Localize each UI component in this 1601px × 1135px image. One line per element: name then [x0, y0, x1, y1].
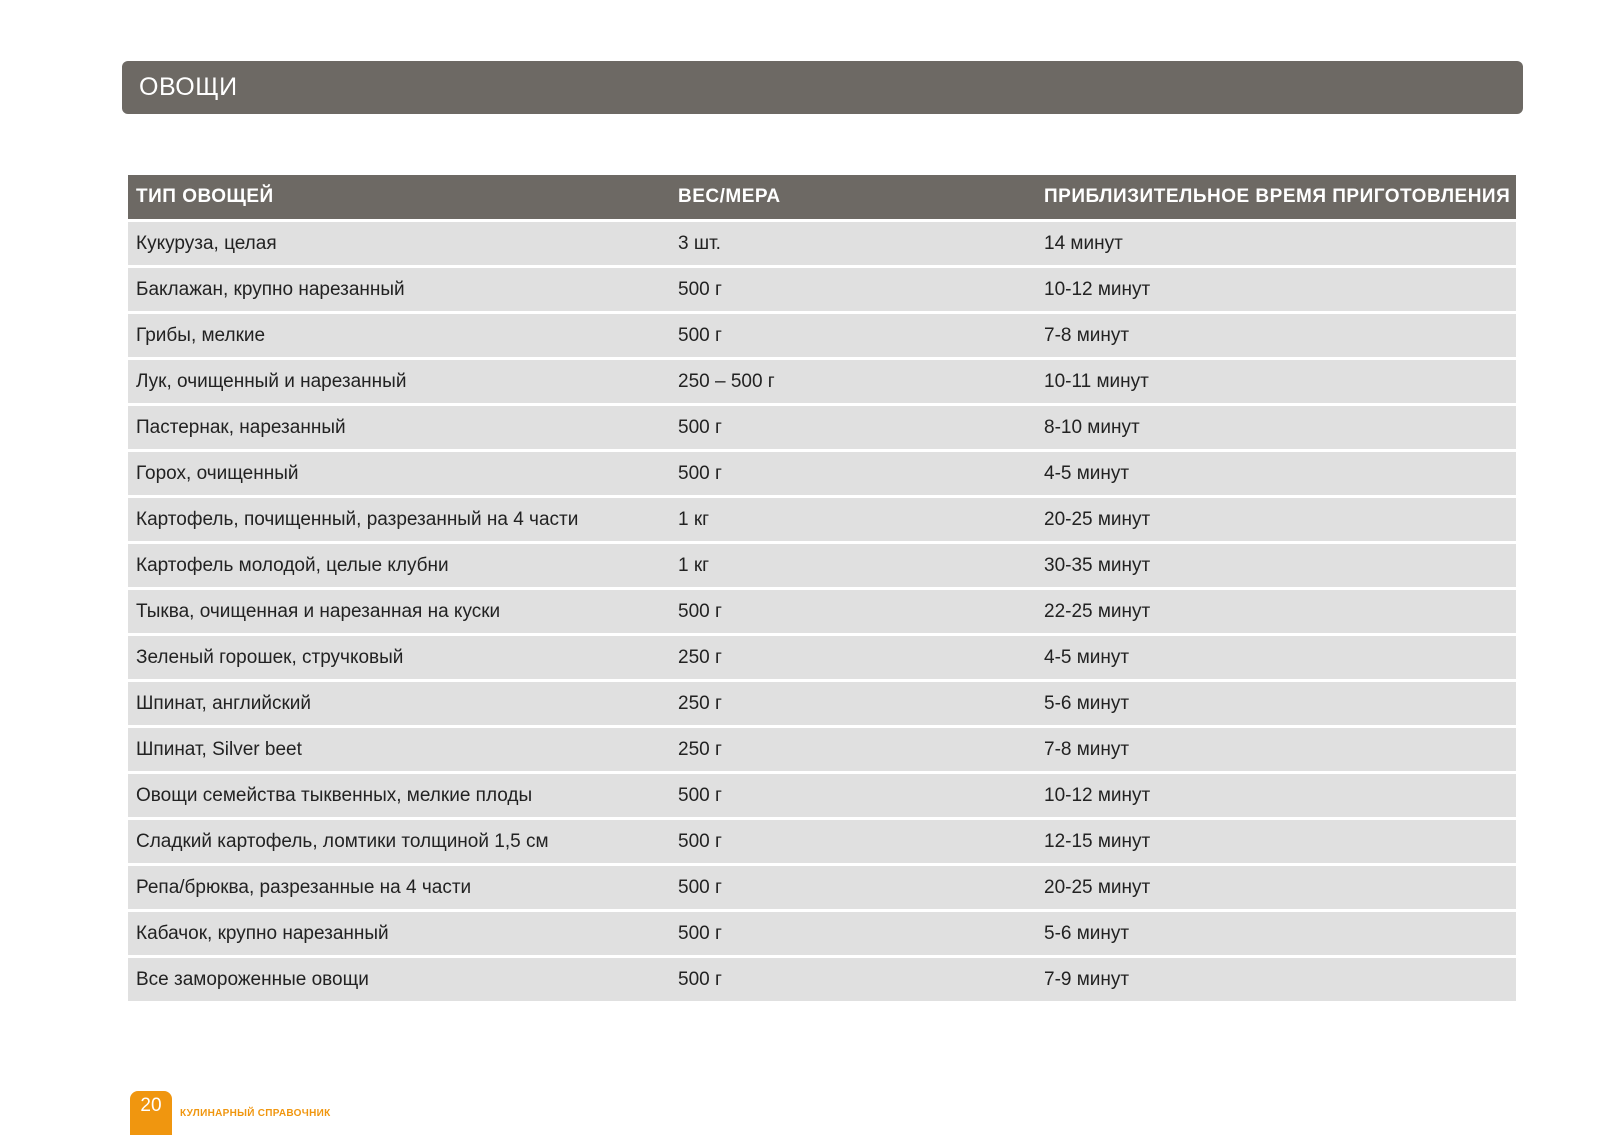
cell-weight: 250 г [670, 636, 1036, 679]
cell-vegetable-type: Грибы, мелкие [128, 314, 670, 357]
cell-vegetable-type: Пастернак, нарезанный [128, 406, 670, 449]
table-row [128, 452, 1516, 495]
cell-weight: 500 г [670, 774, 1036, 817]
cell-vegetable-type: Шпинат, Silver beet [128, 728, 670, 771]
cooking-time-table-wrapper [128, 172, 1516, 1004]
cell-weight: 500 г [670, 958, 1036, 1001]
table-header [128, 175, 1516, 219]
cell-vegetable-type: Баклажан, крупно нарезанный [128, 268, 670, 311]
table-row [128, 544, 1516, 587]
cell-cooking-time: 8-10 минут [1036, 406, 1516, 449]
cell-vegetable-type: Шпинат, английский [128, 682, 670, 725]
cell-weight: 3 шт. [670, 222, 1036, 265]
cell-weight: 500 г [670, 820, 1036, 863]
cell-vegetable-type: Все замороженные овощи [128, 958, 670, 1001]
footer-book-title: КУЛИНАРНЫЙ СПРАВОЧНИК [180, 1107, 331, 1119]
cell-cooking-time: 20-25 минут [1036, 498, 1516, 541]
column-header-vegetable-type: ТИП ОВОЩЕЙ [128, 175, 670, 219]
cell-weight: 500 г [670, 452, 1036, 495]
cell-weight: 500 г [670, 314, 1036, 357]
cell-weight: 500 г [670, 866, 1036, 909]
table-row [128, 774, 1516, 817]
table-row [128, 498, 1516, 541]
cell-vegetable-type: Сладкий картофель, ломтики толщиной 1,5 см [128, 820, 670, 863]
cell-cooking-time: 7-8 минут [1036, 728, 1516, 771]
cell-weight: 1 кг [670, 544, 1036, 587]
table-row [128, 958, 1516, 1001]
cell-weight: 500 г [670, 406, 1036, 449]
cell-vegetable-type: Репа/брюква, разрезанные на 4 части [128, 866, 670, 909]
cell-weight: 500 г [670, 268, 1036, 311]
table-row [128, 360, 1516, 403]
cell-cooking-time: 22-25 минут [1036, 590, 1516, 633]
table-body [128, 222, 1516, 1001]
cell-weight: 1 кг [670, 498, 1036, 541]
cell-weight: 250 г [670, 682, 1036, 725]
cell-vegetable-type: Картофель молодой, целые клубни [128, 544, 670, 587]
cell-cooking-time: 14 минут [1036, 222, 1516, 265]
cell-vegetable-type: Кабачок, крупно нарезанный [128, 912, 670, 955]
cell-vegetable-type: Кукуруза, целая [128, 222, 670, 265]
section-title: ОВОЩИ [139, 73, 238, 101]
page-number-badge: 20 [130, 1091, 172, 1135]
cell-vegetable-type: Лук, очищенный и нарезанный [128, 360, 670, 403]
cell-cooking-time: 7-8 минут [1036, 314, 1516, 357]
cell-weight: 500 г [670, 590, 1036, 633]
cell-cooking-time: 5-6 минут [1036, 912, 1516, 955]
section-header-bar [122, 61, 1523, 114]
cell-cooking-time: 4-5 минут [1036, 452, 1516, 495]
cell-weight: 250 – 500 г [670, 360, 1036, 403]
column-header-weight: ВЕС/МЕРА [670, 175, 1036, 219]
cell-cooking-time: 30-35 минут [1036, 544, 1516, 587]
cell-vegetable-type: Тыква, очищенная и нарезанная на куски [128, 590, 670, 633]
cell-cooking-time: 20-25 минут [1036, 866, 1516, 909]
table-row [128, 636, 1516, 679]
cell-vegetable-type: Овощи семейства тыквенных, мелкие плоды [128, 774, 670, 817]
table-row [128, 314, 1516, 357]
cell-cooking-time: 10-12 минут [1036, 268, 1516, 311]
page-footer [130, 1091, 331, 1135]
cell-cooking-time: 5-6 минут [1036, 682, 1516, 725]
cell-cooking-time: 7-9 минут [1036, 958, 1516, 1001]
cell-cooking-time: 4-5 минут [1036, 636, 1516, 679]
table-row [128, 728, 1516, 771]
cell-weight: 250 г [670, 728, 1036, 771]
table-row [128, 820, 1516, 863]
table-row [128, 590, 1516, 633]
table-row [128, 406, 1516, 449]
cell-vegetable-type: Картофель, почищенный, разрезанный на 4 части [128, 498, 670, 541]
table-row [128, 682, 1516, 725]
table-row [128, 268, 1516, 311]
cell-weight: 500 г [670, 912, 1036, 955]
table-row [128, 866, 1516, 909]
cell-vegetable-type: Зеленый горошек, стручковый [128, 636, 670, 679]
column-header-cooking-time: ПРИБЛИЗИТЕЛЬНОЕ ВРЕМЯ ПРИГОТОВЛЕНИЯ [1036, 175, 1516, 219]
cell-cooking-time: 10-11 минут [1036, 360, 1516, 403]
table-row [128, 222, 1516, 265]
table-row [128, 912, 1516, 955]
cell-cooking-time: 10-12 минут [1036, 774, 1516, 817]
table-header-row [128, 175, 1516, 219]
cell-vegetable-type: Горох, очищенный [128, 452, 670, 495]
cooking-time-table [128, 172, 1516, 1004]
cell-cooking-time: 12-15 минут [1036, 820, 1516, 863]
